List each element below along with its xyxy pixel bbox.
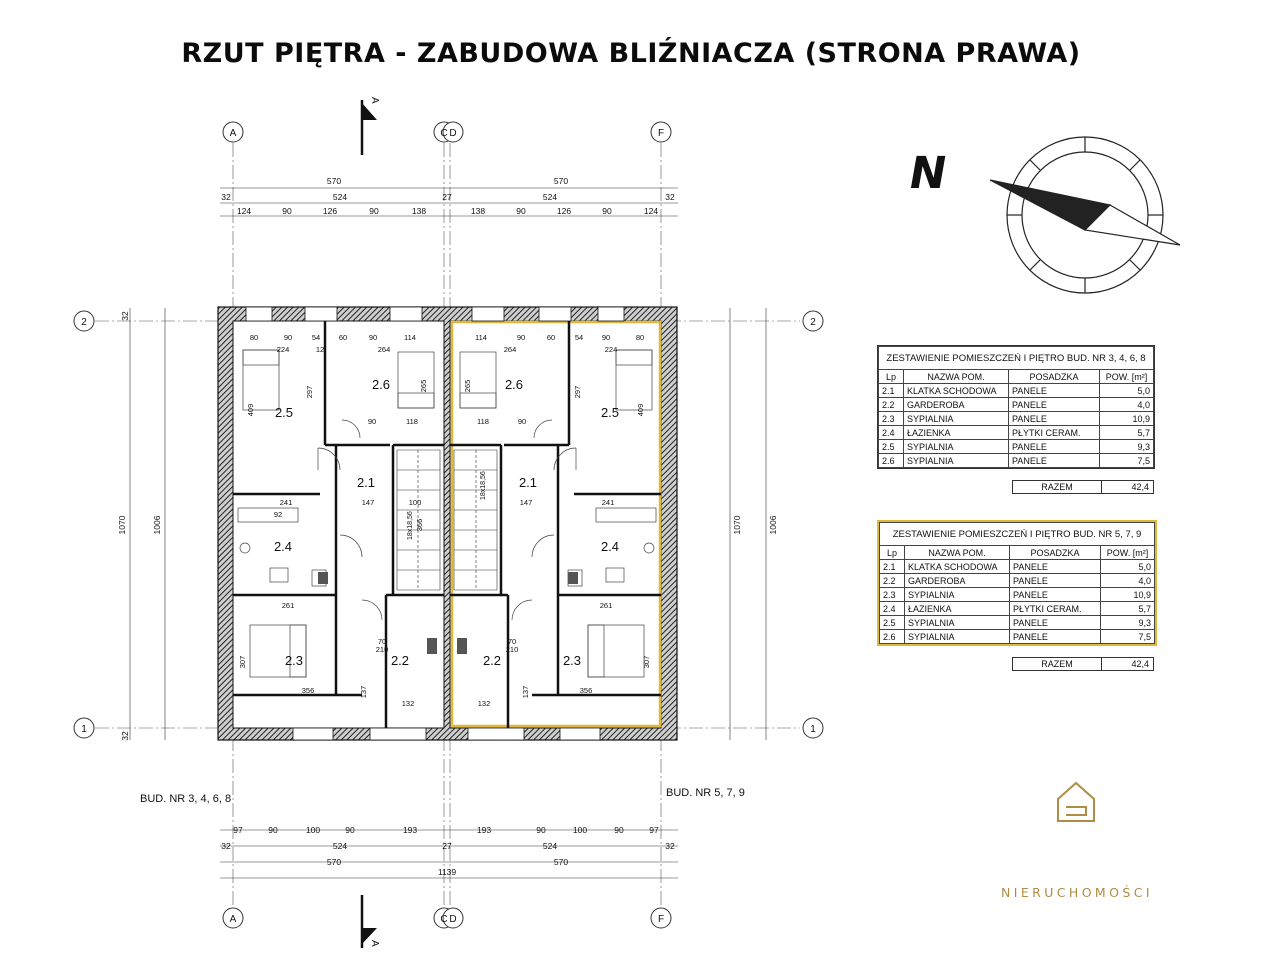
table-row xyxy=(879,398,1154,412)
room-label-2-2-left: 2.2 xyxy=(390,653,410,668)
cell-area: 4,0 xyxy=(1100,398,1154,412)
section-label-bottom: A xyxy=(369,940,380,947)
dim-top-inner-right: 524 xyxy=(542,192,558,202)
plan-dim: 100 xyxy=(408,498,422,507)
plan-dim: 265 xyxy=(463,379,472,393)
plan-dim: 264 xyxy=(503,345,517,354)
cell-area: 10,9 xyxy=(1100,412,1154,426)
cell-area: 9,3 xyxy=(1100,440,1154,454)
table-row xyxy=(880,560,1155,574)
total-label: RAZEM xyxy=(1013,481,1102,493)
room-label-2-6-left: 2.6 xyxy=(371,377,391,392)
cell-name: SYPIALNIA xyxy=(905,588,1010,602)
cell-floor: PANELE xyxy=(1010,560,1101,574)
table-2-total xyxy=(1012,657,1154,671)
dim-top-seg-l4: 90 xyxy=(369,206,379,216)
table-1-total xyxy=(1012,480,1154,494)
plan-dim: 90 xyxy=(283,333,293,342)
plan-dim: 261 xyxy=(599,601,613,610)
dim-bottom-wall-left: 32 xyxy=(221,841,231,851)
dim-side-wall-bottom: 32 xyxy=(120,731,130,741)
table-header-lp: Lp xyxy=(879,370,904,384)
table-header-floor: POSADZKA xyxy=(1009,370,1100,384)
plan-dim: 60 xyxy=(338,333,348,342)
plan-dim: 114 xyxy=(475,333,487,342)
cell-lp: 2.3 xyxy=(879,412,904,426)
axis-label-a-bottom: A xyxy=(229,914,237,925)
cell-floor: PANELE xyxy=(1010,588,1101,602)
plan-dim: 210 xyxy=(505,645,519,654)
axis-label-d-bottom: D xyxy=(449,914,457,925)
dim-side-outer-right: 1070 xyxy=(732,515,742,535)
room-summary-table-1 xyxy=(877,345,1155,469)
table-header-name: NAZWA POM. xyxy=(905,546,1010,560)
room-label-2-5-right: 2.5 xyxy=(600,405,620,420)
brand-name: NIERUCHOMOŚCI xyxy=(1001,885,1153,900)
plan-dim: 132 xyxy=(401,699,415,708)
dim-bottom-inner-left: 524 xyxy=(332,841,348,851)
axis-label-f-top: F xyxy=(657,128,665,139)
cell-floor: PANELE xyxy=(1009,384,1100,398)
table-row xyxy=(879,426,1154,440)
section-marker-top xyxy=(362,97,380,155)
cell-lp: 2.4 xyxy=(880,602,905,616)
plan-dim: 307 xyxy=(642,655,651,669)
section-marker-bottom xyxy=(362,895,380,948)
plan-dim: 80 xyxy=(635,333,645,342)
plan-dim: 297 xyxy=(305,385,314,399)
cell-floor: PANELE xyxy=(1009,412,1100,426)
dim-bottom-total-left: 570 xyxy=(326,857,342,867)
section-label-top: A xyxy=(369,97,380,104)
room-label-2-3-right: 2.3 xyxy=(562,653,582,668)
plan-dim: 356 xyxy=(579,686,593,695)
cell-area: 5,0 xyxy=(1101,560,1155,574)
cell-name: KLATKA SCHODOWA xyxy=(904,384,1009,398)
dim-top-seg-r5: 124 xyxy=(643,206,659,216)
plan-dim: 118 xyxy=(406,417,418,426)
cell-name: SYPIALNIA xyxy=(904,454,1009,468)
compass-rose xyxy=(990,137,1180,293)
plan-dim: 264 xyxy=(377,345,391,354)
stair-note-right: 18x18,56 xyxy=(480,471,487,500)
cell-area: 5,7 xyxy=(1101,602,1155,616)
table-header-floor: POSADZKA xyxy=(1010,546,1101,560)
cell-lp: 2.6 xyxy=(880,630,905,644)
plan-dim: 265 xyxy=(419,379,428,393)
cell-floor: PANELE xyxy=(1009,398,1100,412)
table-row xyxy=(879,440,1154,454)
axis-label-d-top: D xyxy=(449,128,457,139)
cell-name: GARDEROBA xyxy=(905,574,1010,588)
dim-top-seg-r3: 126 xyxy=(556,206,572,216)
plan-dim: 210 xyxy=(375,645,389,654)
room-label-2-5-left: 2.5 xyxy=(274,405,294,420)
plan-dim: 409 xyxy=(246,403,255,417)
total-value: 42,4 xyxy=(1131,659,1149,669)
dim-top-seg-r1: 138 xyxy=(470,206,486,216)
building-label-right: BUD. NR 5, 7, 9 xyxy=(666,787,745,799)
cell-area: 4,0 xyxy=(1101,574,1155,588)
table-row xyxy=(880,616,1155,630)
plan-dim: 70 xyxy=(377,637,387,646)
dim-top-seg-r4: 90 xyxy=(602,206,612,216)
cell-name: SYPIALNIA xyxy=(905,630,1010,644)
cell-lp: 2.1 xyxy=(879,384,904,398)
table-header-area: POW. [m²] xyxy=(1101,546,1155,560)
dim-bottom-seg-l1: 97 xyxy=(233,825,243,835)
cell-lp: 2.5 xyxy=(879,440,904,454)
table-header-area: POW. [m²] xyxy=(1100,370,1154,384)
table-caption: ZESTAWIENIE POMIESZCZEŃ I PIĘTRO BUD. NR 5, 7, 9 xyxy=(880,523,1155,546)
dim-bottom-seg-r3: 100 xyxy=(572,825,588,835)
table-row xyxy=(880,630,1155,644)
plan-dim: 147 xyxy=(361,498,375,507)
plan-dim: 132 xyxy=(477,699,491,708)
dim-side-wall-top: 32 xyxy=(120,311,130,321)
plan-dim: 224 xyxy=(276,345,290,354)
room-label-2-2-right: 2.2 xyxy=(482,653,502,668)
axis-label-a-top: A xyxy=(229,128,237,139)
dim-bottom-seg-r5: 97 xyxy=(649,825,659,835)
cell-lp: 2.2 xyxy=(880,574,905,588)
dim-bottom-wall-right: 32 xyxy=(665,841,675,851)
cell-floor: PANELE xyxy=(1010,630,1101,644)
room-summary-table-2 xyxy=(877,520,1157,646)
dim-top-inner-left: 524 xyxy=(332,192,348,202)
axis-label-2-left: 2 xyxy=(81,317,87,328)
dim-bottom-seg-l2: 90 xyxy=(268,825,278,835)
table-row xyxy=(879,384,1154,398)
plan-dim: 147 xyxy=(519,498,533,507)
dim-top-total-right: 570 xyxy=(553,176,569,186)
axis-label-f-bottom: F xyxy=(657,914,665,925)
dim-bottom-total-right: 570 xyxy=(553,857,569,867)
dim-bottom-seg-r2: 90 xyxy=(536,825,546,835)
table-row xyxy=(880,574,1155,588)
room-label-2-1-right: 2.1 xyxy=(518,475,538,490)
cell-name: ŁAZIENKA xyxy=(904,426,1009,440)
room-label-2-4-right: 2.4 xyxy=(600,539,620,554)
plan-dim: 114 xyxy=(404,333,416,342)
dim-bottom-overall: 1139 xyxy=(437,867,457,877)
cell-name: ŁAZIENKA xyxy=(905,602,1010,616)
dim-top-wall-right: 32 xyxy=(665,192,675,202)
cell-floor: PANELE xyxy=(1009,440,1100,454)
axis-label-c-top: C xyxy=(440,128,448,139)
plan-dim: 307 xyxy=(238,655,247,669)
dim-side-outer-left: 1070 xyxy=(117,515,127,535)
table-header-name: NAZWA POM. xyxy=(904,370,1009,384)
cell-floor: PANELE xyxy=(1009,454,1100,468)
table-row xyxy=(880,588,1155,602)
axis-label-1-right: 1 xyxy=(810,724,816,735)
plan-dim: 118 xyxy=(477,417,489,426)
cell-name: SYPIALNIA xyxy=(904,412,1009,426)
cell-lp: 2.4 xyxy=(879,426,904,440)
cell-area: 9,3 xyxy=(1101,616,1155,630)
cell-lp: 2.2 xyxy=(879,398,904,412)
dim-top-seg-l3: 126 xyxy=(322,206,338,216)
table-header-lp: Lp xyxy=(880,546,905,560)
plan-dim: 137 xyxy=(359,685,368,699)
cell-area: 5,0 xyxy=(1100,384,1154,398)
plan-dim: 80 xyxy=(249,333,259,342)
dim-top-seg-l1: 124 xyxy=(236,206,252,216)
room-label-2-3-left: 2.3 xyxy=(284,653,304,668)
plan-dim: 241 xyxy=(601,498,615,507)
cell-name: KLATKA SCHODOWA xyxy=(905,560,1010,574)
stair-note-left: 18x18,56 xyxy=(407,511,414,540)
plan-dim: 60 xyxy=(546,333,556,342)
dim-top-seg-l5: 138 xyxy=(411,206,427,216)
plan-dim: 356 xyxy=(301,686,315,695)
cell-lp: 2.1 xyxy=(880,560,905,574)
plan-dim: 90 xyxy=(367,417,377,426)
axis-label-2-right: 2 xyxy=(810,317,816,328)
dim-bottom-joint: 27 xyxy=(442,841,452,851)
plan-dim: 261 xyxy=(281,601,295,610)
room-label-2-6-right: 2.6 xyxy=(504,377,524,392)
dim-bottom-inner-right: 524 xyxy=(542,841,558,851)
cell-floor: PŁYTKI CERAM. xyxy=(1009,426,1100,440)
dim-top-wall-left: 32 xyxy=(221,192,231,202)
total-label: RAZEM xyxy=(1013,658,1102,670)
plan-dim: 70 xyxy=(507,637,517,646)
dim-bottom-seg-r4: 90 xyxy=(614,825,624,835)
cell-lp: 2.3 xyxy=(880,588,905,602)
building-label-left: BUD. NR 3, 4, 6, 8 xyxy=(140,793,232,805)
plan-dim: 409 xyxy=(636,403,645,417)
room-label-2-1-left: 2.1 xyxy=(356,475,376,490)
room-label-2-4-left: 2.4 xyxy=(273,539,293,554)
dim-bottom-seg-l5: 193 xyxy=(402,825,418,835)
dim-side-inner-right: 1006 xyxy=(768,515,778,535)
cell-lp: 2.6 xyxy=(879,454,904,468)
cell-area: 7,5 xyxy=(1101,630,1155,644)
cell-floor: PANELE xyxy=(1010,616,1101,630)
total-value: 42,4 xyxy=(1131,482,1149,492)
dim-top-seg-r2: 90 xyxy=(516,206,526,216)
dim-bottom-seg-l3: 100 xyxy=(305,825,321,835)
table-row xyxy=(879,412,1154,426)
table-caption: ZESTAWIENIE POMIESZCZEŃ I PIĘTRO BUD. NR 3, 4, 6, 8 xyxy=(879,347,1154,370)
plan-dim: 137 xyxy=(521,685,530,699)
cell-name: SYPIALNIA xyxy=(905,616,1010,630)
cell-name: GARDEROBA xyxy=(904,398,1009,412)
page-title: RZUT PIĘTRA - ZABUDOWA BLIŹNIACZA (STRONA PRAWA) xyxy=(181,38,1081,69)
plan-dim: 241 xyxy=(279,498,293,507)
plan-dim: 54 xyxy=(574,333,584,342)
dim-top-seg-l2: 90 xyxy=(282,206,292,216)
plan-dim: 90 xyxy=(368,333,378,342)
cell-area: 5,7 xyxy=(1100,426,1154,440)
compass-north-label: N xyxy=(904,148,951,199)
cell-floor: PŁYTKI CERAM. xyxy=(1010,602,1101,616)
cell-name: SYPIALNIA xyxy=(904,440,1009,454)
cell-area: 10,9 xyxy=(1101,588,1155,602)
axis-label-1-left: 1 xyxy=(81,724,87,735)
plan-dim: 297 xyxy=(573,385,582,399)
plan-dim: 54 xyxy=(311,333,321,342)
cell-floor: PANELE xyxy=(1010,574,1101,588)
cell-lp: 2.5 xyxy=(880,616,905,630)
plan-dim: 92 xyxy=(273,510,283,519)
plan-dim: 90 xyxy=(517,417,527,426)
exterior-walls xyxy=(218,307,677,740)
axis-label-c-bottom: C xyxy=(440,914,448,925)
dim-top-total-left: 570 xyxy=(326,176,342,186)
cell-area: 7,5 xyxy=(1100,454,1154,468)
brand-logo-icon xyxy=(1054,777,1098,825)
plan-dim: 12 xyxy=(315,345,325,354)
plan-dim: 90 xyxy=(516,333,526,342)
dim-bottom-seg-l4: 90 xyxy=(345,825,355,835)
dim-bottom-seg-r1: 193 xyxy=(476,825,492,835)
dim-side-inner-left: 1006 xyxy=(152,515,162,535)
dim-top-joint: 27 xyxy=(442,192,452,202)
plan-dim: 366 xyxy=(415,518,424,532)
plan-dim: 90 xyxy=(601,333,611,342)
table-row xyxy=(879,454,1154,468)
plan-dim: 224 xyxy=(604,345,618,354)
table-row xyxy=(880,602,1155,616)
